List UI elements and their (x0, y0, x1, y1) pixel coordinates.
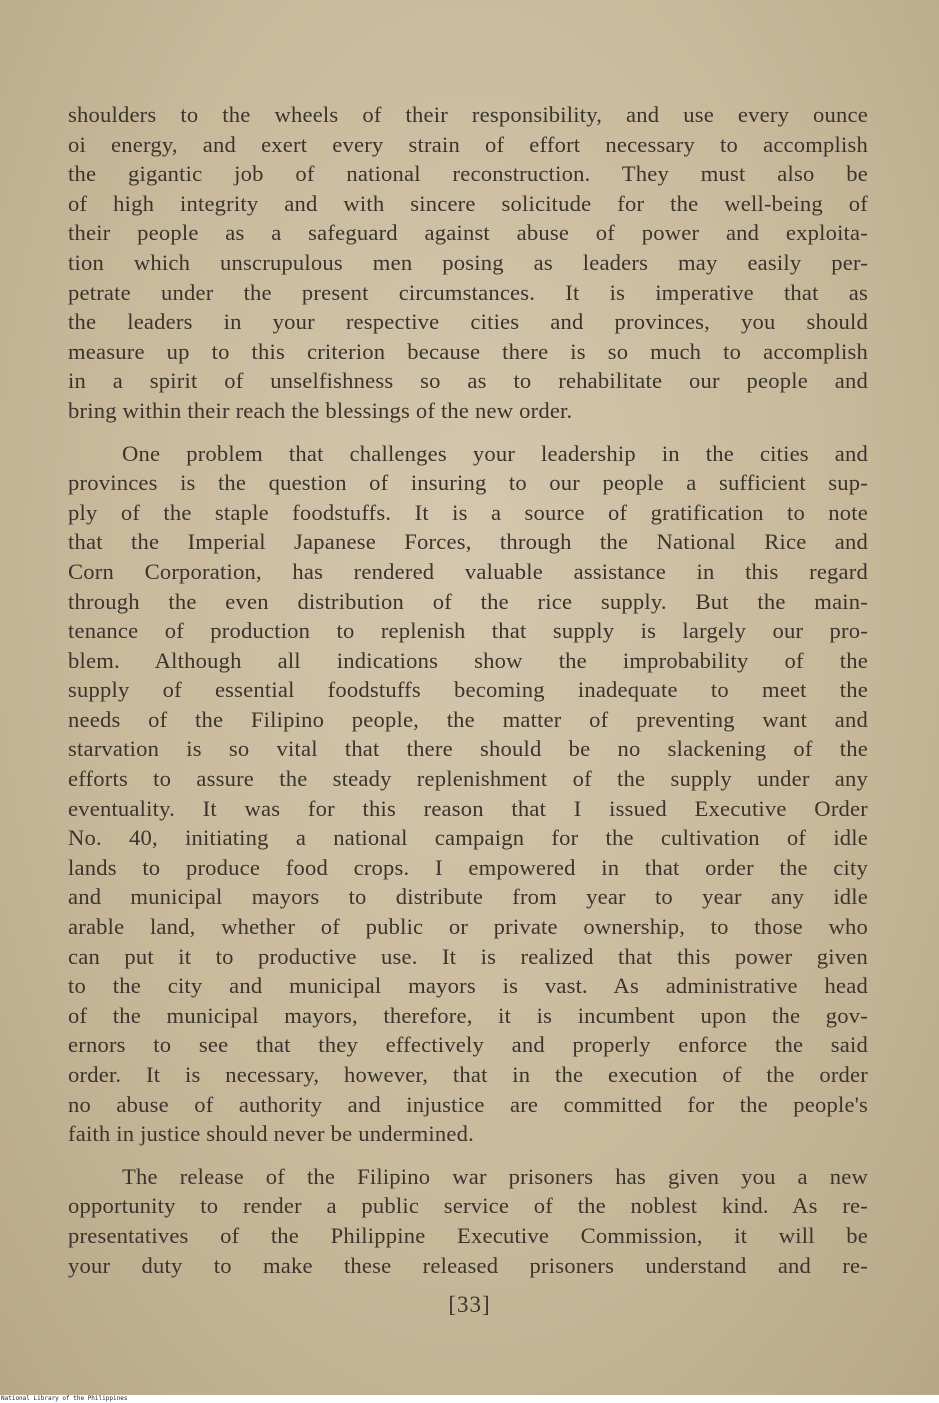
text-line: ernors to see that they effectively and properly enforce the said (68, 1032, 868, 1058)
text-line: through the even distribution of the rice supply. But the main- (68, 588, 868, 614)
text-line: tenance of production to replenish that supply is largely our pro- (68, 618, 868, 644)
text-line: their people as a safeguard against abuse of power and exploita- (68, 220, 868, 246)
text-line: oi energy, and exert every strain of effort necessary to accomplish (68, 131, 868, 157)
text-line: supply of essential foodstuffs becoming inadequate to meet the (68, 677, 868, 703)
text-line: the leaders in your respective cities and provinces, you should (68, 309, 868, 335)
text-line: of the municipal mayors, therefore, it is incumbent upon the gov- (68, 1002, 868, 1028)
text-line: bring within their reach the blessings of the new order. (68, 397, 573, 423)
text-line: and municipal mayors to distribute from year to year any idle (68, 884, 868, 910)
text-line: of high integrity and with sincere solicitude for the well-being of (68, 190, 868, 216)
paragraph-3 (68, 1162, 868, 1280)
text-line: Corn Corporation, has rendered valuable assistance in this regard (68, 558, 868, 584)
text-line: provinces is the question of insuring to our people a sufficient sup- (68, 470, 868, 496)
text-line: blem. Although all indications show the improbability of the (68, 647, 868, 673)
text-line: order. It is necessary, however, that in the execution of the order (68, 1062, 868, 1087)
text-line: No. 40, initiating a national campaign for the cultivation of idle (68, 825, 868, 851)
text-line: opportunity to render a public service of the noblest kind. As re- (68, 1193, 868, 1219)
footer-credit: National Library of the Philippines (1, 1395, 128, 1402)
paragraph-2 (68, 439, 868, 1149)
footer-strip (0, 1395, 939, 1403)
text-line: shoulders to the wheels of their responsibility, and use every ounce (68, 102, 868, 127)
paragraph-1 (68, 100, 868, 426)
text-line: to the city and municipal mayors is vast. As administrative head (68, 973, 868, 999)
text-line: that the Imperial Japanese Forces, through the National Rice and (68, 529, 868, 555)
text-line: needs of the Filipino people, the matter of preventing want and (68, 706, 868, 732)
text-line: the gigantic job of national reconstruction. They must also be (68, 161, 868, 187)
text-line: starvation is so vital that there should be no slackening of the (68, 736, 868, 762)
text-line: in a spirit of unselfishness so as to rehabilitate our people and (68, 368, 868, 394)
text-line: lands to produce food crops. I empowered in that order the city (68, 854, 868, 880)
text-line: eventuality. It was for this reason that I issued Executive Order (68, 795, 868, 821)
text-line: no abuse of authority and injustice are committed for the people's (68, 1091, 868, 1117)
page-number: [33] (448, 1292, 491, 1317)
text-line: presentatives of the Philippine Executive Commission, it will be (68, 1222, 868, 1248)
text-line: arable land, whether of public or private ownership, to those who (68, 914, 868, 940)
text-line: efforts to assure the steady replenishment of the supply under any (68, 766, 868, 792)
text-line: tion which unscrupulous men posing as leaders may easily per- (68, 249, 868, 275)
text-line: One problem that challenges your leadership in the cities and (122, 440, 868, 466)
text-line: petrate under the present circumstances. It is imperative that as (68, 279, 868, 305)
text-line: faith in justice should never be undermined. (68, 1121, 474, 1147)
text-line: ply of the staple foodstuffs. It is a source of gratification to note (68, 499, 868, 525)
text-line: can put it to productive use. It is realized that this power given (68, 943, 868, 969)
text-line: The release of the Filipino war prisoners has given you a new (122, 1163, 868, 1189)
text-line: measure up to this criterion because there is so much to accomplish (68, 338, 868, 364)
body-text (68, 100, 868, 1280)
text-line: your duty to make these released prisoners understand and re- (68, 1252, 868, 1278)
